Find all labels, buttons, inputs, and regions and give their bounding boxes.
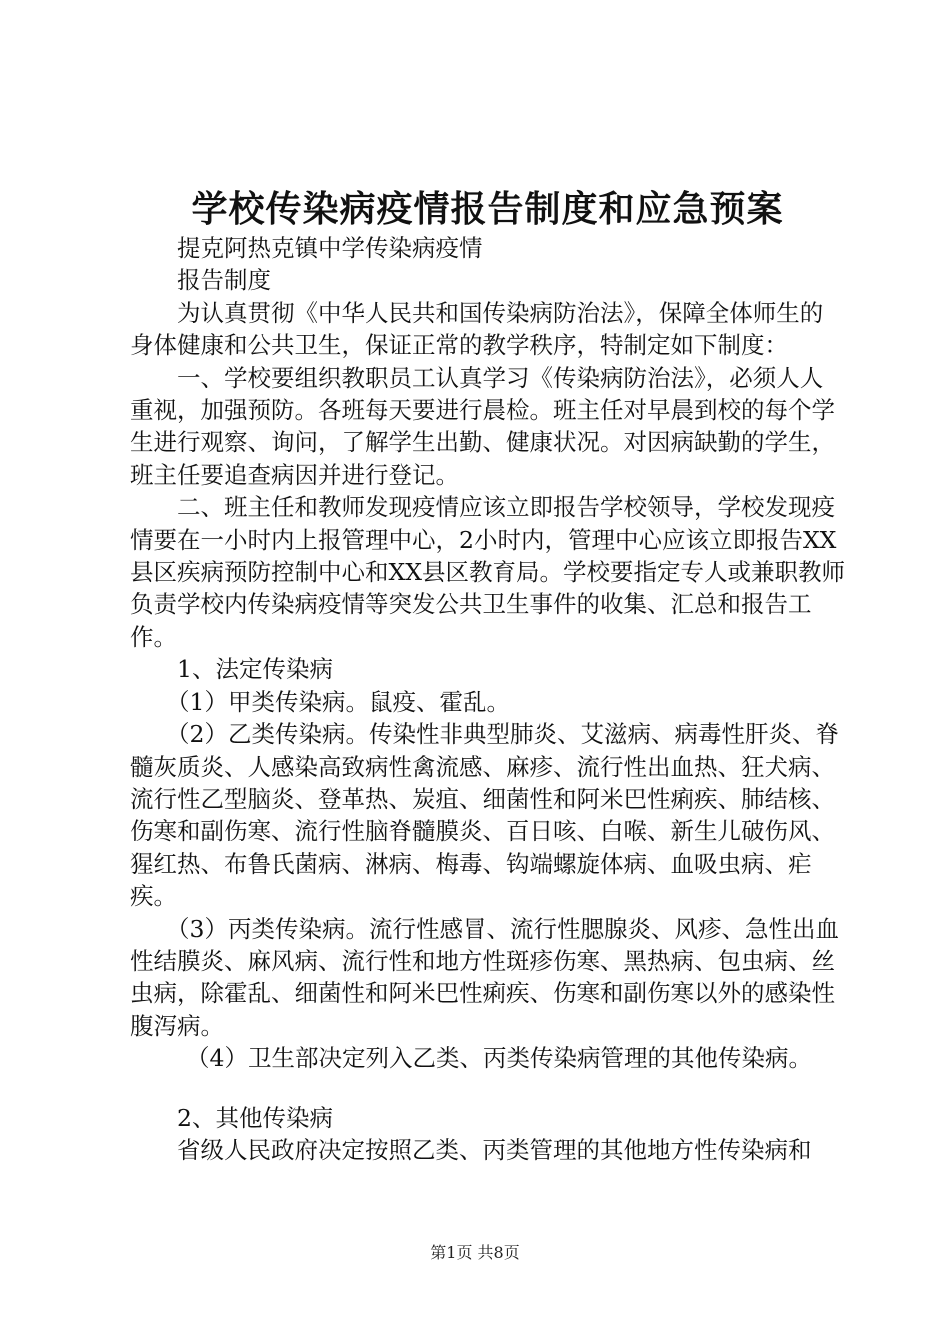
- paragraph-subtitle: 报告制度: [177, 266, 271, 295]
- paragraph-school-name: 提克阿热克镇中学传染病疫情: [177, 234, 483, 262]
- paragraph-other-ministry: （4）卫生部决定列入乙类、丙类传染病管理的其他传染病。: [186, 1044, 812, 1073]
- paragraph-provincial: 省级人民政府决定按照乙类、丙类管理的其他地方性传染病和: [177, 1135, 812, 1164]
- paragraph-class-a: （1）甲类传染病。鼠疫、霍乱。: [166, 687, 510, 716]
- paragraph-rule-1: 一、学校要组织教职员工认真学习《传染病防治法》，必须人人重视，加强预防。各班每天要进行晨检。班主任对早晨到校的每个学生进行观察、询问，了解学生出勤、健康状况。对因病缺勤的学生，班主任要追查病因并进行登记。: [130, 363, 835, 489]
- paragraph-intro: 为认真贯彻《中华人民共和国传染病防治法》，保障全体师生的身体健康和公共卫生，保证正常的教学秩序，特制定如下制度：: [130, 298, 824, 360]
- paragraph-class-b: （2）乙类传染病。传染性非典型肺炎、艾滋病、病毒性肝炎、脊髓灰质炎、人感染高致病性禽流感、麻疹、流行性出血热、狂犬病、流行性乙型脑炎、登革热、炭疽、细菌性和阿米巴性痢疾、肺结核、伤寒和副伤寒、流行性脑脊髓膜炎、百日咳、白喉、新生儿破伤风、猩红热、布鲁氏菌病、淋病、梅毒、钩端螺旋体病、血吸虫病、疟疾。: [130, 720, 839, 911]
- document-title: 学校传染病疫情报告制度和应急预案: [191, 188, 784, 230]
- paragraph-class-c: （3）丙类传染病。流行性感冒、流行性腮腺炎、风疹、急性出血性结膜炎、麻风病、流行性和地方性斑疹伤寒、黑热病、包虫病、丝虫病，除霍乱、细菌性和阿米巴性痢疾、伤寒和副伤寒以外的感染性腹泻病。: [130, 914, 839, 1040]
- document-page: [130, 0, 845, 1344]
- paragraph-legal-diseases-heading: 1、法定传染病: [177, 655, 333, 684]
- page-footer: 第1页 共8页: [430, 1243, 520, 1262]
- paragraph-other-diseases-heading: 2、其他传染病: [177, 1103, 333, 1132]
- document-body: [130, 232, 845, 1166]
- paragraph-rule-2: 二、班主任和教师发现疫情应该立即报告学校领导，学校发现疫情要在一小时内上报管理中心，2小时内，管理中心应该立即报告XX县区疾病预防控制中心和XX县区教育局。学校要指定专人或兼职教师负责学校内传染病疫情等突发公共卫生事件的收集、汇总和报告工作。: [130, 493, 845, 651]
